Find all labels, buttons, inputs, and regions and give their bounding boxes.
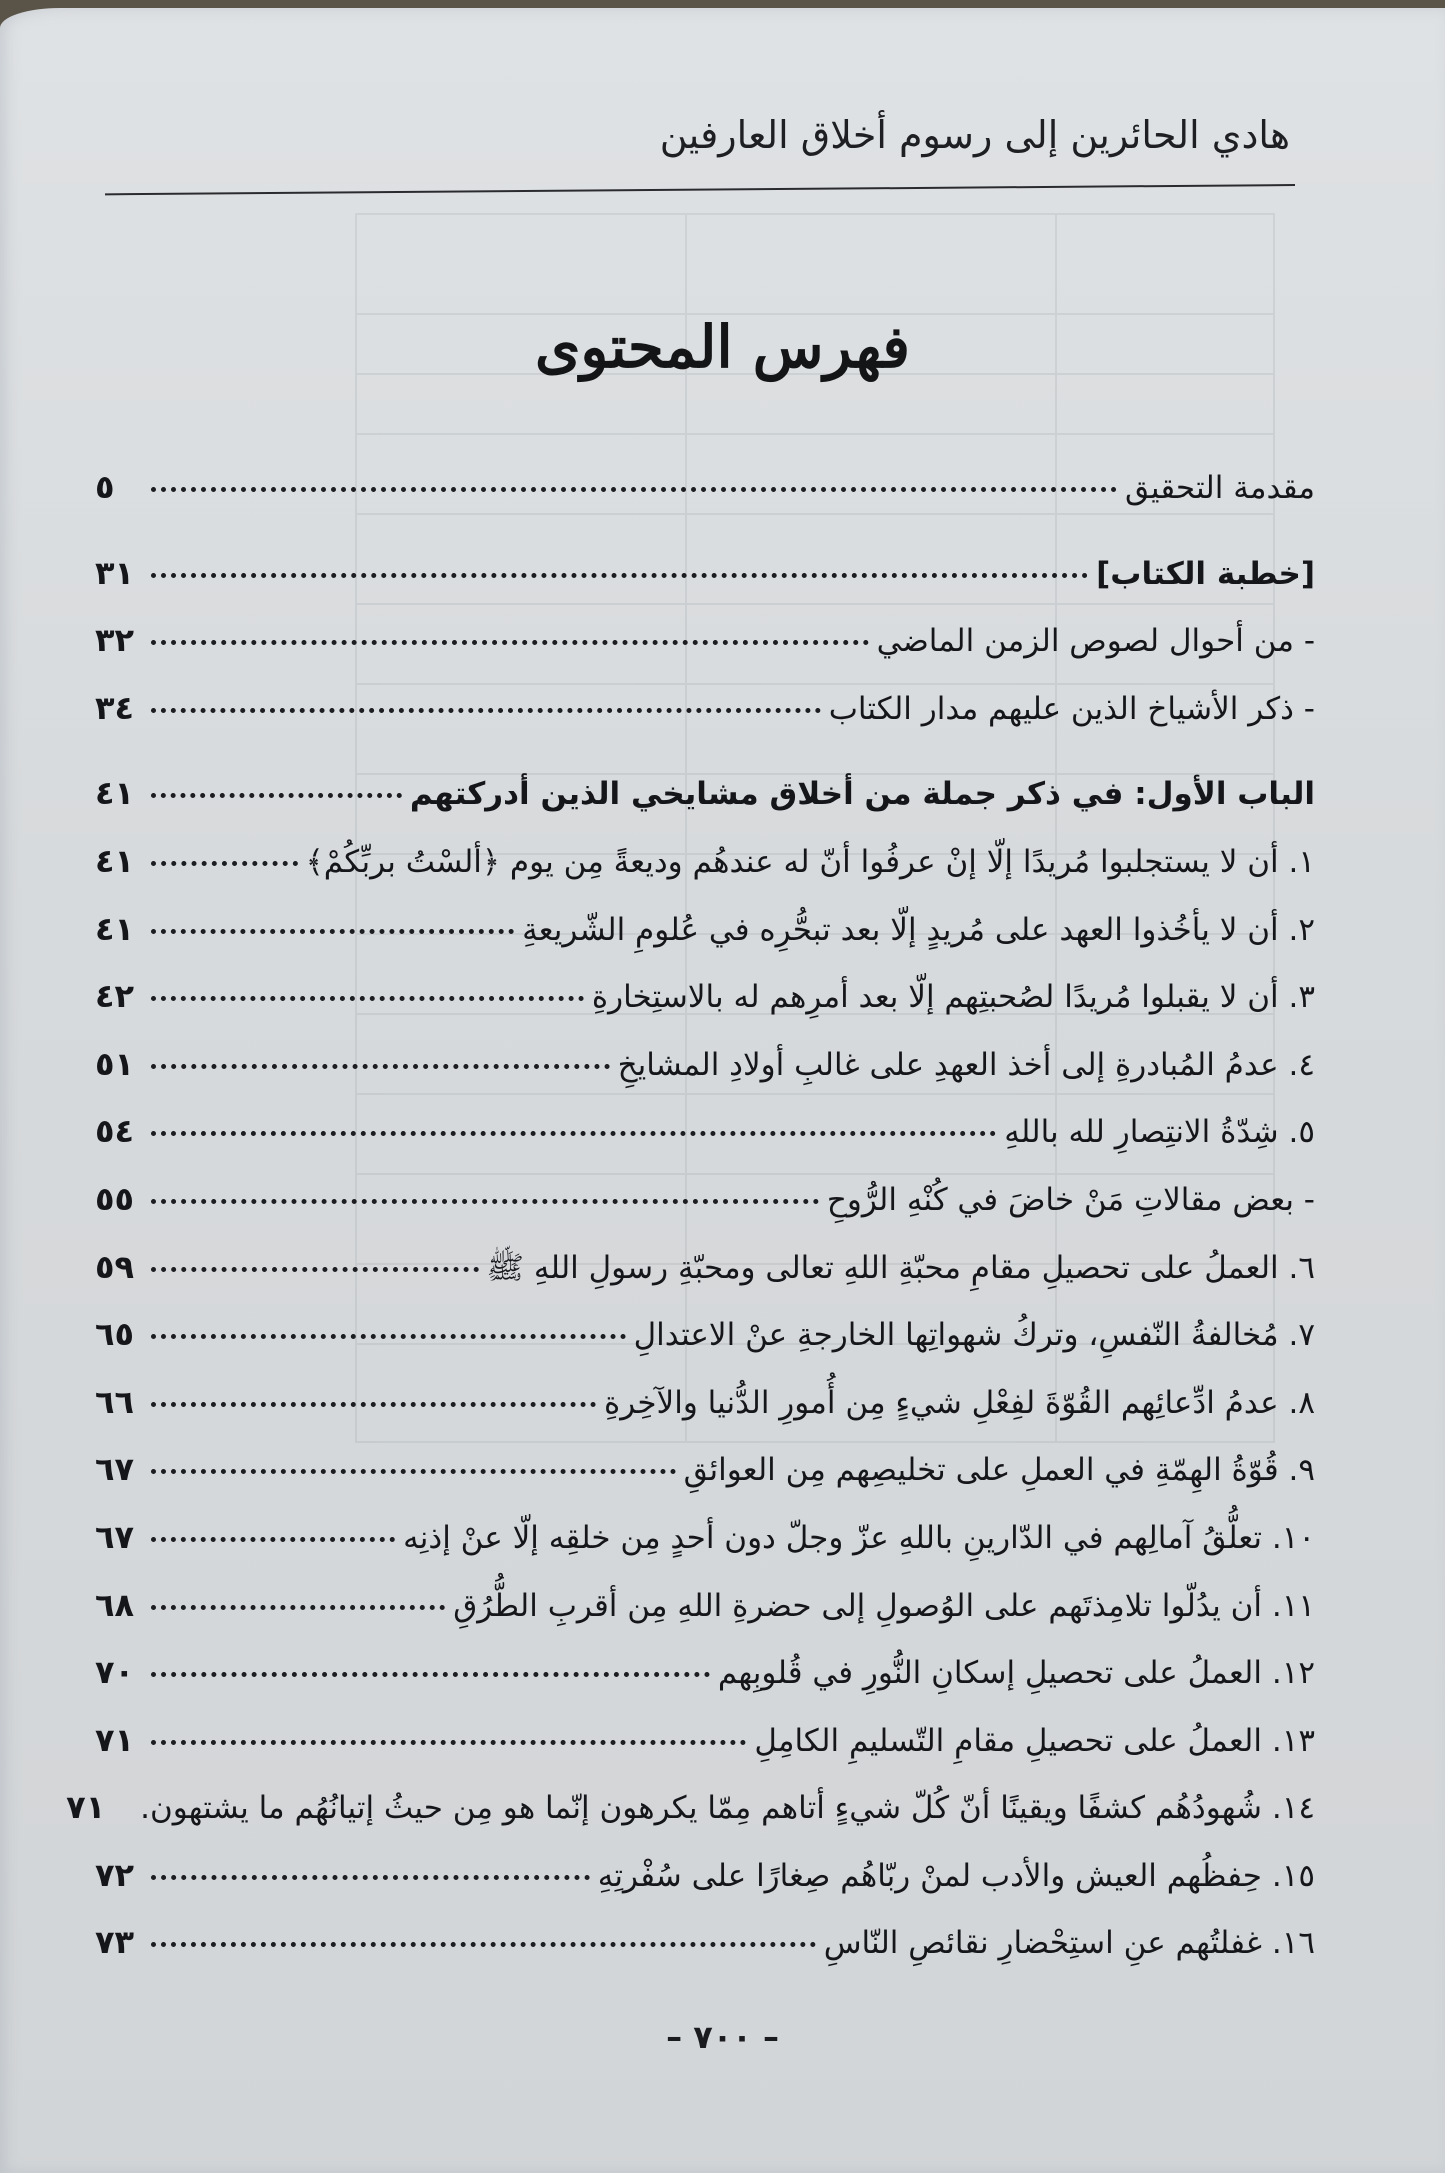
toc-entry-title: ١٦. غفلتُهم عنِ استِحْضارِ نقائصِ النّاسِ: [823, 1925, 1315, 1962]
toc-entry: [95, 1045, 1315, 1113]
toc-entry: [66, 1788, 1315, 1856]
toc-page-number: ٥٥: [95, 1179, 135, 1218]
dot-leader: [151, 996, 584, 1001]
toc-page-number: ٧١: [95, 1720, 135, 1759]
dot-leader: [151, 1402, 596, 1407]
dot-leader: [151, 1875, 590, 1880]
toc-entry-title: ١٢. العملُ على تحصيلِ إسكانِ النُّورِ في قُلوبِهم: [717, 1655, 1315, 1692]
toc-entry-title: ٧. مُخالفةُ النّفسِ، وتركُ شهواتِها الخارجةِ عنْ الاعتدالِ: [633, 1317, 1315, 1354]
dot-leader: [151, 1131, 996, 1136]
dot-leader: [151, 1469, 676, 1474]
dot-leader: [151, 1334, 626, 1339]
dot-leader: [151, 1942, 816, 1947]
toc-entry-title: ٣. أن لا يقبلوا مُريدًا لصُحبتِهم إلّا بعد أمرِهم له بالاستِخارةِ: [591, 979, 1315, 1016]
toc-page-number: ٥: [95, 468, 115, 506]
toc-page-number: ٣٢: [95, 621, 135, 660]
toc-page-number: ٥٩: [95, 1247, 135, 1286]
dot-leader: [151, 861, 298, 866]
dot-leader: [151, 1605, 445, 1610]
toc-page-number: ٦٧: [95, 1517, 135, 1556]
toc-entry: [95, 1450, 1315, 1518]
toc-entry: [95, 1856, 1315, 1924]
toc-entry: [95, 1923, 1315, 1991]
running-head: هادي الحائرين إلى رسوم أخلاق العارفين: [659, 113, 1290, 157]
toc-page-number: ٧٢: [95, 1855, 135, 1894]
toc-entry-title: ٦. العملُ على تحصيلِ مقامِ محبّةِ اللهِ تعالى ومحبّةِ رسولِ اللهِ ﷺ: [486, 1249, 1315, 1286]
toc-entry: [95, 1721, 1315, 1789]
toc-entry-title: ١٣. العملُ على تحصيلِ مقامِ التّسليمِ الكامِلِ: [754, 1722, 1315, 1759]
toc-page-number: ٦٨: [95, 1585, 135, 1624]
toc-entry: [95, 842, 1315, 910]
page-number: – ٧٠٠ –: [666, 2018, 779, 2056]
toc-entry: [95, 1248, 1315, 1316]
toc-entry-title: ٨. عدمُ ادِّعائِهم القُوّةَ لفِعْلِ شيءٍ مِن أُمورِ الدُّنيا والآخِرةِ: [604, 1384, 1315, 1421]
dot-leader: [151, 1740, 746, 1745]
dot-leader: [151, 793, 402, 798]
toc-entry: [95, 1653, 1315, 1721]
toc-entry-title: - من أحوال لصوص الزمن الماضي: [876, 623, 1315, 660]
header-rule: [105, 184, 1295, 195]
toc-entry: [95, 689, 1315, 757]
toc-page-number: ٦٥: [95, 1315, 135, 1354]
toc-entry: [95, 468, 1315, 536]
toc-page-number: ٤١: [95, 909, 135, 948]
toc-entry-title: ٩. قُوّةُ الهِمّةِ في العملِ على تخليصِهم مِن العوائقِ: [683, 1452, 1315, 1489]
toc-page-number: ٤١: [95, 841, 135, 880]
dot-leader: [151, 708, 821, 713]
toc-entry: [95, 1383, 1315, 1451]
dot-leader: [151, 1064, 610, 1069]
toc-page-number: ٦٧: [95, 1450, 135, 1489]
toc-entry-title: ١. أن لا يستجلبوا مُريدًا إلّا إنْ عرفُوا أنّ له عندهُم وديعةً مِن يوم ﴿ألسْتُ بربِّكُمْ﴾: [305, 843, 1315, 880]
toc-entry-title: ٤. عدمُ المُبادرةِ إلى أخذ العهدِ على غالبِ أولادِ المشايخِ: [617, 1046, 1315, 1083]
toc-entry: [95, 1112, 1315, 1180]
toc-entry: [95, 554, 1315, 622]
toc-page-number: ٤١: [95, 774, 135, 813]
toc-page-number: ٣١: [95, 553, 135, 592]
toc-entry: [95, 910, 1315, 978]
toc-entry-title: ٢. أن لا يأخُذوا العهد على مُريدٍ إلّا بعد تبحُّرِه في عُلومِ الشّريعةِ: [522, 911, 1315, 948]
toc-page-number: ٧٠: [95, 1653, 135, 1692]
dot-leader: [151, 929, 514, 934]
toc-entry-title: - ذكر الأشياخ الذين عليهم مدار الكتاب: [828, 690, 1315, 727]
toc-entry-title: ١١. أن يدُلّوا تلامِذتَهم على الوُصولِ إلى حضرةِ اللهِ مِن أقربِ الطُّرُقِ: [453, 1587, 1315, 1624]
dot-leader: [151, 1537, 395, 1542]
toc-page-number: ٣٤: [95, 688, 135, 727]
toc-entry-title: ٥. شِدّةُ الانتِصارِ لله باللهِ: [1004, 1114, 1315, 1151]
toc-page-number: ٤٢: [95, 977, 135, 1016]
toc-entry-title: - بعض مقالاتِ مَنْ خاضَ في كُنْهِ الرُّوحِ: [826, 1181, 1315, 1218]
table-of-contents: [66, 468, 1315, 1991]
toc-entry-title: الباب الأول: في ذكر جملة من أخلاق مشايخي الذين أدركتهم: [409, 776, 1315, 813]
book-page: [0, 8, 1445, 2173]
toc-entry: [95, 1315, 1315, 1383]
toc-entry: [95, 774, 1315, 842]
toc-entry-title: ١٥. حِفظُهم العيش والأدب لمنْ ربّاهُم صِغارًا على سُفْرتِهِ: [597, 1857, 1315, 1894]
toc-entry-title: مقدمة التحقيق: [1125, 470, 1315, 506]
dot-leader: [151, 573, 1088, 578]
toc-entry: [95, 1180, 1315, 1248]
page-title: فهرس المحتوى: [534, 313, 911, 381]
toc-entry-title: [خطبة الكتاب]: [1096, 555, 1315, 592]
dot-leader: [151, 487, 1117, 492]
dot-leader: [151, 1672, 710, 1677]
toc-page-number: ٥١: [95, 1044, 135, 1083]
toc-entry-title: ١٤. شُهودُهُم كشفًا ويقينًا أنّ كُلّ شيءٍ أتاهم مِمّا يكرهون إنّما هو مِن حيثُ إتيانُهُم ما يشتهون.: [140, 1790, 1315, 1827]
toc-page-number: ٦٦: [95, 1382, 135, 1421]
dot-leader: [151, 1199, 819, 1204]
toc-page-number: ٥٤: [95, 1112, 135, 1151]
toc-page-number: ٧٣: [95, 1923, 135, 1962]
toc-entry-title: ١٠. تعلُّقُ آمالِهم في الدّارينِ باللهِ عزّ وجلّ دون أحدٍ مِن خلقِه إلّا عنْ إذنِه: [403, 1519, 1315, 1556]
toc-entry: [95, 977, 1315, 1045]
toc-entry: [95, 1586, 1315, 1654]
toc-entry: [95, 621, 1315, 689]
dot-leader: [151, 1267, 479, 1272]
toc-entry: [95, 1518, 1315, 1586]
dot-leader: [151, 640, 869, 645]
toc-page-number: ٧١: [66, 1788, 106, 1827]
